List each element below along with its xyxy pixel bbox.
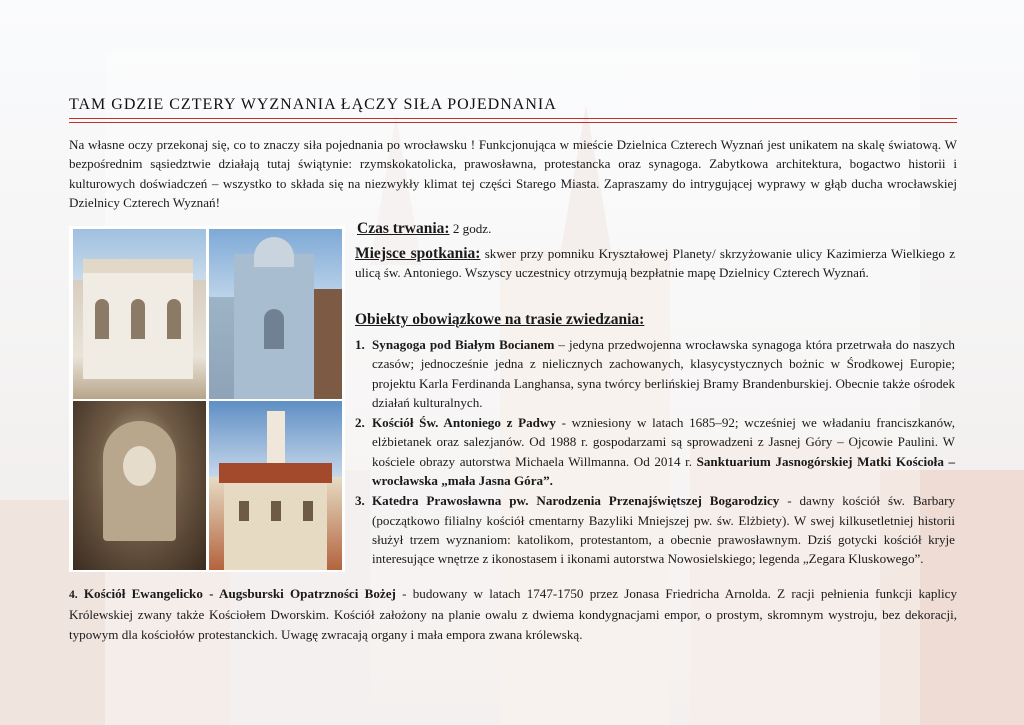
st-anthony-church-photo bbox=[209, 229, 342, 399]
evangelical-church-photo bbox=[209, 401, 342, 570]
photo-collage bbox=[69, 226, 345, 572]
list-item-4: 4. Kościół Ewangelicko - Augsburski Opatrzności Bożej - budowany w latach 1747-1750 przez Jonasa Friedricha Arnolda. Z racji pełnienia funkcji kaplicy Królewskiej zwany także Kościołem Dworskim. Kościół założony na planie owalu z dwiema kondygnacjami empor, o prostym, skromnym wystroju, bez dekoracji, typowym dla kościołów protestanckich. Uwagę zwracają organy i mała empora zwana królewską. bbox=[69, 586, 958, 642]
list-item: 2. Kościół Św. Antoniego z Padwy - wzniesiony w latach 1685–92; wcześniej we władaniu franciszkanów, elżbietanek oraz salezjanów. Od 1988 r. gospodarzami są sprowadzeni z Jasnej Góry – Ojcowie Paulini. W kościele obrazy autorstwa Michaela Willmanna. Od 2014 r. Sanktuarium Jasnogórskiej Matki Kościoła – wrocławska „mała Jasna Góra”. bbox=[355, 415, 955, 489]
synagogue-photo bbox=[73, 229, 206, 399]
intro-paragraph: Na własne oczy przekonaj się, co to znaczy siła pojednania po wrocławsku ! Funkcjonująca w mieście Dzielnica Czterech Wyznań jest unikatem na skalę światową. W bezpośrednim sąsiedztwie działają tutaj świątynie: rzymskokatolicka, prawosławna, protestancka oraz synagoga. Zabytkowa architektura, bogactwo historii i kulturowych doświadczeń – wszystko to składa się na niezwykły klimat tej części Starego Miasta. Zapraszamy do intrygującej wyprawy w głąb ducha wrocławskiej Dzielnicy Czterech Wyznań! bbox=[69, 137, 957, 210]
objects-heading: Obiekty obowiązkowe na trasie zwiedzania: bbox=[355, 311, 645, 328]
item-name: Synagoga pod Białym Bocianem bbox=[372, 337, 555, 352]
orthodox-icon-photo bbox=[73, 401, 206, 570]
item-text: - budowany w latach 1747-1750 przez Jonasa Friedricha Arnolda. Z racji pełnienia funkcji kaplicy Królewskiej zwany także Kościołem Dworskim. Kościół założony na planie owalu z dwiema kondygnacjami empor, o prostym, skromnym wystroju, bez dekoracji, typowym dla kościołów protestanckich. Uwagę zwracają organy i mała empora zwana królewską. bbox=[69, 586, 958, 642]
sanctuary-name: Sanktuarium Jasnogórskiej Matki Kościoła – wrocławska „mała Jasna Góra”. bbox=[372, 453, 955, 489]
list-item: 1. Synagoga pod Białym Bocianem – jedyna przedwojenna wrocławska synagoga która przetrwała do naszych czasów; jednocześnie jedna z nielicznych zachowanych, klasycystycznych bożnic w Środkowej Europie; projektu Karla Ferdinanda Langhansa, syna twórcy berlińskiej Bramy Brandenburskiej. Obecnie także ośrodek działań kulturalnych. bbox=[355, 337, 955, 410]
title-rule bbox=[69, 118, 957, 119]
duration-label: Czas trwania: bbox=[357, 220, 450, 237]
item-text: - wzniesiony w latach 1685–92; wcześniej we władaniu franciszkanów, elżbietanek oraz salezjanów. Od 1988 r. gospodarzami są sprowadzeni z Jasnej Góry – Ojcowie Paulini. W kościele obrazy autorstwa Michaela Willmanna. Od 2014 r. bbox=[372, 415, 955, 469]
item-name: Kościół Św. Antoniego z Padwy bbox=[372, 415, 556, 431]
item-text: – jedyna przedwojenna wrocławska synagoga która przetrwała do naszych czasów; jednocześnie jedna z nielicznych zachowanych, klasycystycznych bożnic w Środkowej Europie; projektu Karla Ferdinanda Langhansa, syna twórcy berlińskiej Bramy Brandenburskiej. Obecnie także ośrodek działań kulturalnych. bbox=[372, 337, 955, 410]
duration-value: 2 godz. bbox=[452, 221, 492, 236]
meeting-label: Miejsce spotkania: bbox=[355, 245, 481, 262]
duration-line bbox=[357, 220, 491, 238]
list-item: 3. Katedra Prawosławna pw. Narodzenia Przenajświętszej Bogarodzicy - dawny kościół św. Barbary (początkowo filialny kościół cmentarny Bazyliki Mniejszej pw. św. Elżbiety). W swej kilkusetletniej historii służył trzem wyznaniom: katolikom, protestantom, a obecnie prawosławnym. Dziś gotycki kościół kryje interesujące wnętrze z ikonostasem i ikonami autorstwa Nowosielskiego; legenda „Zegara Kluskowego”. bbox=[355, 493, 955, 567]
item-name: Katedra Prawosławna pw. Narodzenia Przenajświętszej Bogarodzicy bbox=[372, 493, 780, 509]
meeting-place bbox=[355, 244, 955, 283]
meeting-value: skwer przy pomniku Kryształowej Planety/ skrzyżowanie ulicy Kazimierza Wielkiego z ulicą św. Antoniego. Wszyscy uczestnicy otrzymują bezpłatnie mapę Dzielnicy Czterech Wyznań. bbox=[355, 246, 956, 281]
title-rule-secondary bbox=[69, 122, 957, 123]
item-text: - dawny kościół św. Barbary (początkowo filialny kościół cmentarny Bazyliki Mniejszej pw. św. Elżbiety). W swej kilkusetletniej historii służył trzem wyznaniom: katolikom, protestantom, a obecnie prawosławnym. Dziś gotycki kościół kryje interesujące wnętrze z ikonostasem i ikonami autorstwa Nowosielskiego; legenda „Zegara Kluskowego”. bbox=[372, 493, 955, 567]
item-name: Kościół Ewangelicko - Augsburski Opatrzności Bożej bbox=[83, 586, 396, 601]
page-title: TAM GDZIE CZTERY WYZNANIA ŁĄCZY SIŁA POJEDNANIA bbox=[69, 96, 557, 113]
objects-list bbox=[355, 335, 955, 570]
